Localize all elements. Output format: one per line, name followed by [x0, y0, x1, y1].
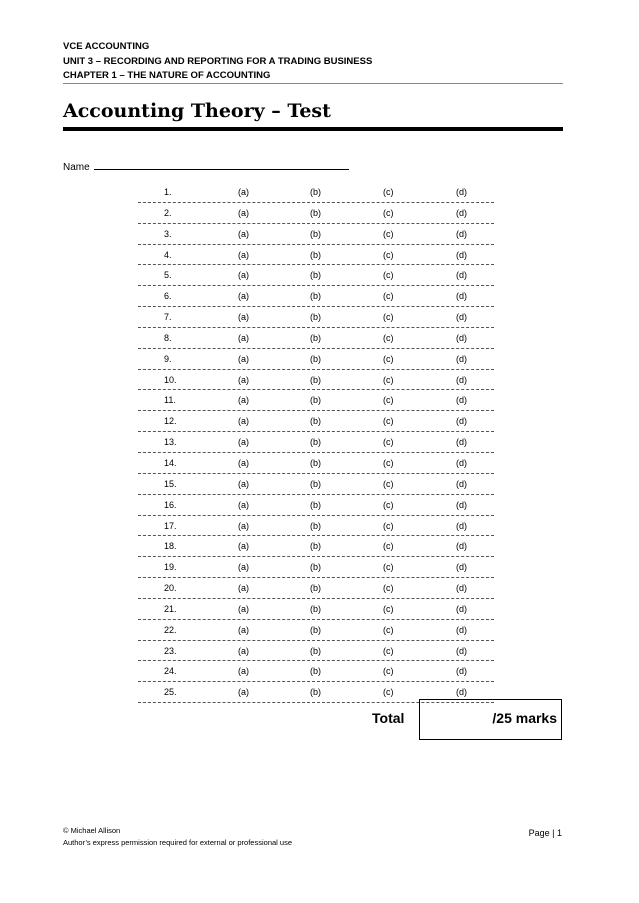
answer-option[interactable]: (a) — [238, 666, 249, 677]
answer-option[interactable]: (c) — [383, 437, 394, 448]
answer-option[interactable]: (b) — [310, 499, 321, 510]
answer-row — [138, 536, 494, 557]
answer-option[interactable]: (c) — [383, 353, 394, 364]
footer — [63, 825, 292, 849]
answer-option[interactable]: (a) — [238, 583, 249, 594]
answer-option[interactable]: (c) — [383, 687, 394, 698]
answer-option[interactable]: (c) — [383, 645, 394, 656]
answer-option[interactable]: (b) — [310, 478, 321, 489]
answer-option[interactable]: (a) — [238, 499, 249, 510]
question-number: 13. — [164, 437, 177, 448]
header-subject: VCE ACCOUNTING — [63, 41, 150, 52]
answer-row — [138, 328, 494, 349]
name-field[interactable] — [94, 160, 349, 170]
question-number: 23. — [164, 645, 177, 656]
answer-option[interactable]: (c) — [383, 666, 394, 677]
answer-option[interactable]: (b) — [310, 187, 321, 197]
answer-option[interactable]: (b) — [310, 374, 321, 385]
answer-option[interactable]: (d) — [456, 603, 467, 614]
answer-option[interactable]: (c) — [383, 457, 394, 468]
header-divider — [63, 83, 563, 84]
answer-row — [138, 390, 494, 411]
answer-option[interactable]: (a) — [238, 270, 249, 281]
answer-option[interactable]: (a) — [238, 374, 249, 385]
question-number: 17. — [164, 520, 177, 531]
answer-row — [138, 286, 494, 307]
answer-option[interactable]: (a) — [238, 562, 249, 573]
answer-option[interactable]: (a) — [238, 249, 249, 260]
question-number: 25. — [164, 687, 177, 698]
answer-option[interactable]: (b) — [310, 416, 321, 427]
answer-row — [138, 224, 494, 245]
answer-option[interactable]: (c) — [383, 312, 394, 323]
question-number: 21. — [164, 603, 177, 614]
answer-row — [138, 661, 494, 682]
question-number: 15. — [164, 478, 177, 489]
title-divider — [63, 127, 563, 131]
question-number: 14. — [164, 457, 177, 468]
answer-option[interactable]: (d) — [456, 332, 467, 343]
answer-option[interactable]: (c) — [383, 541, 394, 552]
question-number: 24. — [164, 666, 177, 677]
answer-option[interactable]: (a) — [238, 228, 249, 239]
answer-option[interactable]: (b) — [310, 666, 321, 677]
answer-option[interactable]: (b) — [310, 583, 321, 594]
answer-row — [138, 411, 494, 432]
page-title: Accounting Theory – Test — [63, 100, 331, 122]
answer-row — [138, 265, 494, 286]
answer-option[interactable]: (b) — [310, 603, 321, 614]
answer-row — [138, 182, 494, 203]
total-marks: /25 marks — [492, 710, 557, 726]
question-number: 11. — [164, 395, 176, 406]
answer-option[interactable]: (a) — [238, 312, 249, 323]
answer-option[interactable]: (d) — [456, 187, 467, 197]
question-number: 2. — [164, 207, 172, 218]
answer-option[interactable]: (c) — [383, 187, 394, 197]
answer-row — [138, 349, 494, 370]
answer-option[interactable]: (d) — [456, 395, 467, 406]
answer-option[interactable]: (a) — [238, 603, 249, 614]
answer-option[interactable]: (c) — [383, 374, 394, 385]
answer-option[interactable]: (b) — [310, 291, 321, 302]
answer-option[interactable]: (a) — [238, 332, 249, 343]
answer-option[interactable]: (a) — [238, 645, 249, 656]
answer-option[interactable]: (c) — [383, 249, 394, 260]
answer-option[interactable]: (d) — [456, 541, 467, 552]
document-header — [63, 40, 372, 84]
answer-option[interactable]: (c) — [383, 270, 394, 281]
answer-option[interactable]: (d) — [456, 270, 467, 281]
answer-option[interactable]: (a) — [238, 187, 249, 197]
question-number: 4. — [164, 249, 172, 260]
answer-option[interactable]: (b) — [310, 228, 321, 239]
page-number: Page | 1 — [528, 828, 562, 838]
answer-option[interactable]: (d) — [456, 562, 467, 573]
answer-option[interactable]: (d) — [456, 416, 467, 427]
answer-row — [138, 578, 494, 599]
answer-option[interactable]: (a) — [238, 395, 249, 406]
name-row — [63, 160, 349, 173]
answer-option[interactable]: (d) — [456, 312, 467, 323]
answer-option[interactable]: (a) — [238, 207, 249, 218]
answer-option[interactable]: (d) — [456, 687, 467, 698]
answer-option[interactable]: (c) — [383, 624, 394, 635]
answer-option[interactable]: (a) — [238, 687, 249, 698]
answer-option[interactable]: (c) — [383, 207, 394, 218]
total-label: Total — [372, 710, 405, 726]
answer-option[interactable]: (a) — [238, 520, 249, 531]
answer-row — [138, 203, 494, 224]
answer-option[interactable]: (d) — [456, 520, 467, 531]
answer-option[interactable]: (d) — [456, 353, 467, 364]
answer-option[interactable]: (c) — [383, 228, 394, 239]
answer-row — [138, 307, 494, 328]
answer-option[interactable]: (d) — [456, 583, 467, 594]
answer-option[interactable]: (c) — [383, 332, 394, 343]
answer-option[interactable]: (d) — [456, 478, 467, 489]
answer-option[interactable]: (b) — [310, 541, 321, 552]
answer-option[interactable]: (a) — [238, 353, 249, 364]
answer-option[interactable]: (a) — [238, 437, 249, 448]
answer-row — [138, 474, 494, 495]
answer-row — [138, 557, 494, 578]
question-number: 12. — [164, 416, 177, 427]
answer-row — [138, 641, 494, 662]
name-label: Name — [63, 162, 90, 173]
answer-row — [138, 370, 494, 391]
answer-option[interactable]: (c) — [383, 416, 394, 427]
footer-permission: Author’s express permission required for external or professional use — [63, 838, 293, 847]
answer-option[interactable]: (d) — [456, 624, 467, 635]
question-number: 7. — [164, 312, 172, 323]
question-number: 18. — [164, 541, 177, 552]
question-number: 16. — [164, 499, 177, 510]
answer-option[interactable]: (c) — [383, 583, 394, 594]
answer-row — [138, 495, 494, 516]
question-number: 5. — [164, 270, 172, 281]
answer-option[interactable]: (c) — [383, 562, 394, 573]
answer-option[interactable]: (b) — [310, 437, 321, 448]
answer-option[interactable]: (d) — [456, 228, 467, 239]
answer-row — [138, 516, 494, 537]
question-number: 8. — [164, 332, 172, 343]
answer-option[interactable]: (d) — [456, 207, 467, 218]
answer-grid — [138, 182, 494, 703]
answer-row — [138, 620, 494, 641]
answer-row — [138, 453, 494, 474]
answer-option[interactable]: (b) — [310, 332, 321, 343]
answer-option[interactable]: (c) — [383, 395, 394, 406]
answer-option[interactable]: (a) — [238, 478, 249, 489]
header-unit: UNIT 3 – RECORDING AND REPORTING FOR A TRADING BUSINESS — [63, 55, 373, 67]
answer-option[interactable]: (d) — [456, 666, 467, 677]
question-number: 22. — [164, 624, 177, 635]
question-number: 20. — [164, 583, 177, 594]
answer-option[interactable]: (a) — [238, 457, 249, 468]
question-number: 10. — [164, 374, 177, 385]
answer-option[interactable]: (d) — [456, 499, 467, 510]
answer-option[interactable]: (b) — [310, 249, 321, 260]
answer-option[interactable]: (b) — [310, 207, 321, 218]
answer-row — [138, 432, 494, 453]
answer-option[interactable]: (d) — [456, 291, 467, 302]
answer-row — [138, 599, 494, 620]
answer-option[interactable]: (d) — [456, 249, 467, 260]
answer-option[interactable]: (d) — [456, 457, 467, 468]
answer-option[interactable]: (b) — [310, 687, 321, 698]
answer-option[interactable]: (b) — [310, 562, 321, 573]
answer-option[interactable]: (d) — [456, 437, 467, 448]
header-chapter: CHAPTER 1 – THE NATURE OF ACCOUNTING — [63, 70, 271, 81]
answer-option[interactable]: (a) — [238, 541, 249, 552]
question-number: 1. — [164, 187, 172, 197]
answer-option[interactable]: (b) — [310, 645, 321, 656]
answer-option[interactable]: (a) — [238, 624, 249, 635]
answer-option[interactable]: (b) — [310, 270, 321, 281]
answer-row — [138, 245, 494, 266]
answer-option[interactable]: (b) — [310, 312, 321, 323]
answer-option[interactable]: (b) — [310, 395, 321, 406]
answer-option[interactable]: (c) — [383, 478, 394, 489]
answer-option[interactable]: (b) — [310, 624, 321, 635]
answer-option[interactable]: (c) — [383, 603, 394, 614]
answer-option[interactable]: (b) — [310, 353, 321, 364]
answer-option[interactable]: (d) — [456, 645, 467, 656]
footer-copyright: © Michael Allison — [63, 826, 121, 835]
answer-option[interactable]: (b) — [310, 457, 321, 468]
answer-option[interactable]: (a) — [238, 416, 249, 427]
answer-option[interactable]: (c) — [383, 520, 394, 531]
answer-option[interactable]: (a) — [238, 291, 249, 302]
answer-option[interactable]: (c) — [383, 291, 394, 302]
question-number: 19. — [164, 562, 177, 573]
question-number: 9. — [164, 353, 172, 364]
answer-option[interactable]: (c) — [383, 499, 394, 510]
question-number: 3. — [164, 228, 172, 239]
answer-option[interactable]: (b) — [310, 520, 321, 531]
question-number: 6. — [164, 291, 172, 302]
answer-option[interactable]: (d) — [456, 374, 467, 385]
total-box[interactable] — [419, 699, 562, 740]
